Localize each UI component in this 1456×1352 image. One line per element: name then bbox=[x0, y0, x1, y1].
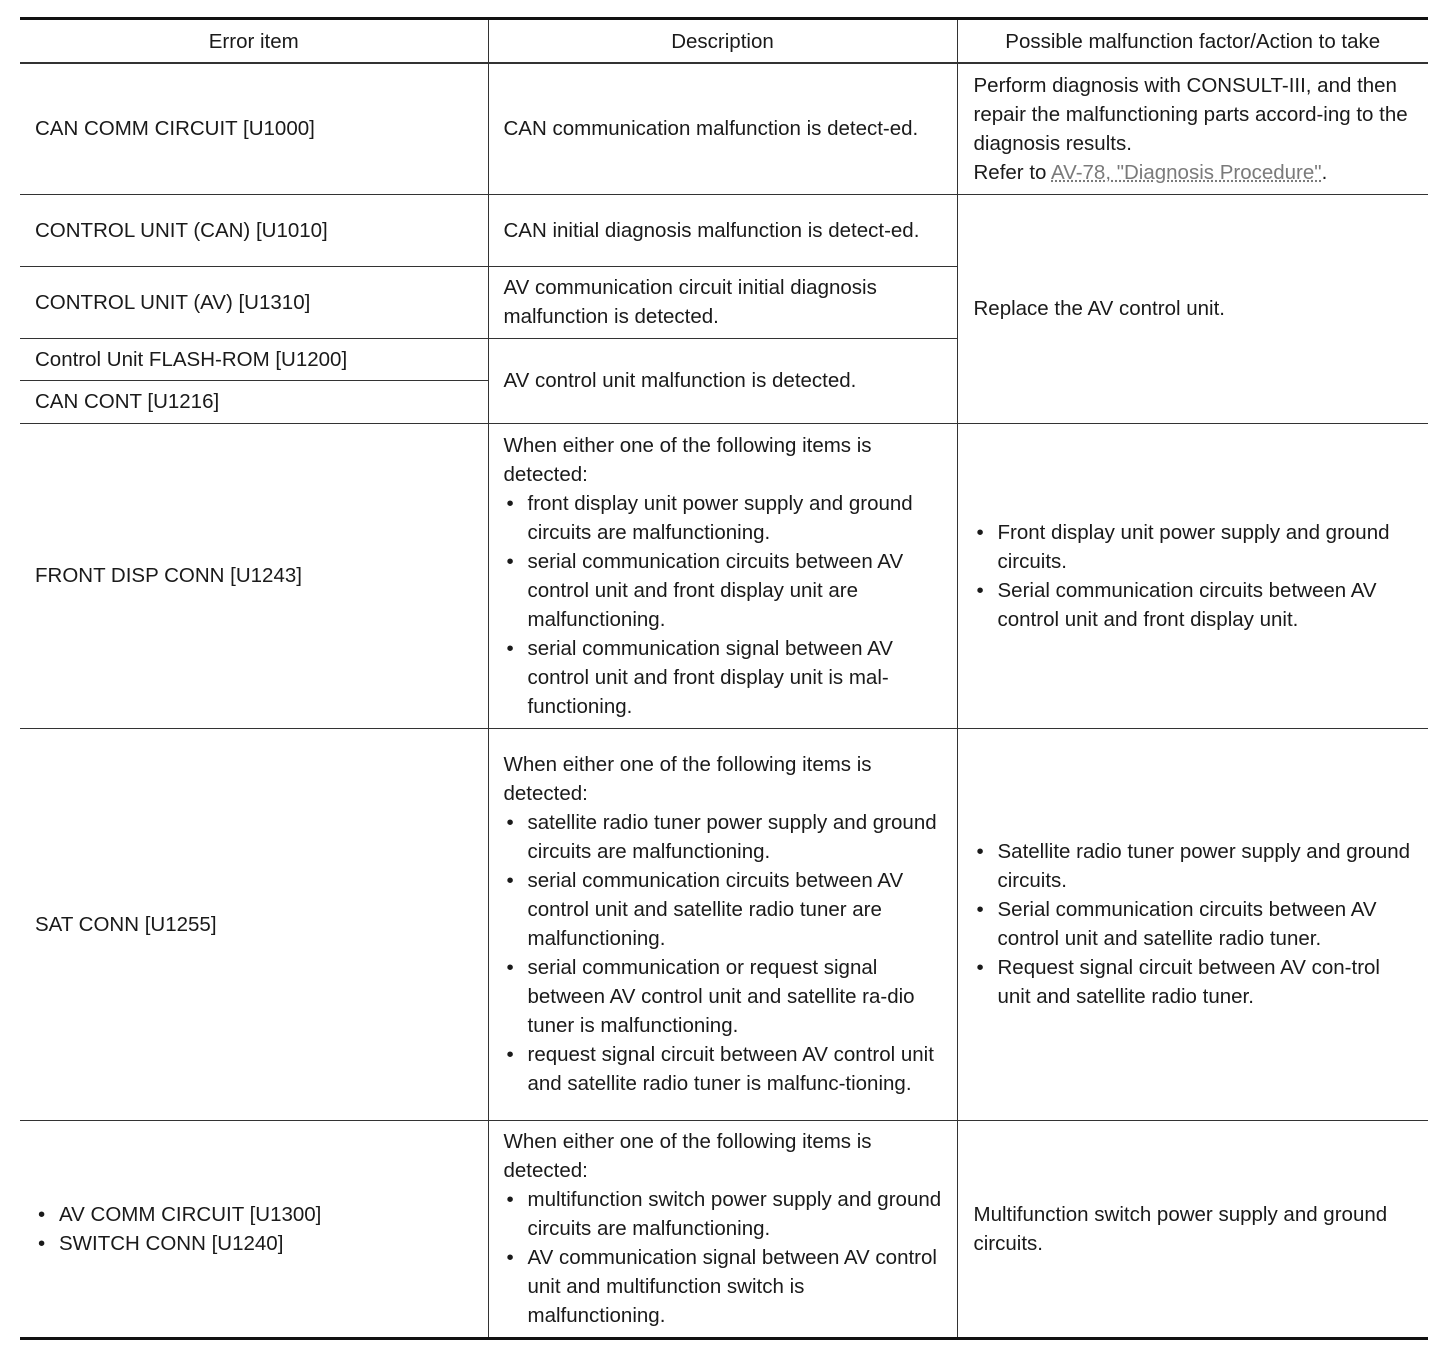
error-item-cell: Control Unit FLASH-ROM [U1200] bbox=[20, 338, 488, 380]
list-item: • Serial communication circuits between AV control unit and front display unit. bbox=[974, 576, 1419, 634]
error-item-cell: CONTROL UNIT (AV) [U1310] bbox=[20, 266, 488, 338]
description-cell bbox=[488, 423, 957, 728]
list-item: • front display unit power supply and ground circuits are malfunctioning. bbox=[504, 489, 947, 547]
list-item: • multifunction switch power supply and ground circuits are malfunctioning. bbox=[504, 1185, 947, 1243]
description-cell: AV communication circuit initial diagnosis malfunction is detected. bbox=[488, 266, 957, 338]
reference-suffix: . bbox=[1321, 160, 1328, 184]
action-text: Perform diagnosis with CONSULT-III, and then repair the malfunctioning parts accord-ing to the diagnosis results. bbox=[973, 73, 1408, 155]
header-error-item: Error item bbox=[20, 19, 488, 64]
description-list bbox=[504, 808, 947, 1098]
action-cell bbox=[957, 63, 1428, 194]
list-item: • request signal circuit between AV control unit and satellite radio tuner is malfunc-tioning. bbox=[504, 1040, 947, 1098]
error-table bbox=[20, 17, 1428, 1340]
list-item: • serial communication circuits between AV control unit and satellite radio tuner are malfunctioning. bbox=[504, 866, 947, 953]
error-item-cell: CAN COMM CIRCUIT [U1000] bbox=[20, 63, 488, 194]
description-cell: AV control unit malfunction is detected. bbox=[488, 338, 957, 423]
table-row bbox=[20, 63, 1428, 194]
diagnosis-procedure-link[interactable]: AV-78, "Diagnosis Procedure" bbox=[1051, 160, 1322, 184]
table-row bbox=[20, 728, 1428, 1120]
description-intro: When either one of the following items is detected: bbox=[503, 753, 872, 805]
list-item: • serial communication signal between AV control unit and front display unit is mal-functioning. bbox=[504, 634, 947, 721]
list-item: • AV COMM CIRCUIT [U1300] bbox=[35, 1200, 474, 1229]
list-item: • SWITCH CONN [U1240] bbox=[35, 1229, 474, 1258]
action-list bbox=[974, 837, 1419, 1011]
header-action: Possible malfunction factor/Action to take bbox=[957, 19, 1428, 64]
action-reference bbox=[974, 158, 1419, 187]
description-cell bbox=[488, 1120, 957, 1338]
description-intro: When either one of the following items is detected: bbox=[503, 1130, 872, 1182]
error-item-cell bbox=[20, 1120, 488, 1338]
list-item: • Front display unit power supply and ground circuits. bbox=[974, 518, 1419, 576]
list-item: • satellite radio tuner power supply and ground circuits are malfunctioning. bbox=[504, 808, 947, 866]
list-item: • Satellite radio tuner power supply and ground circuits. bbox=[974, 837, 1419, 895]
description-list bbox=[504, 1185, 947, 1330]
list-item: • Serial communication circuits between AV control unit and satellite radio tuner. bbox=[974, 895, 1419, 953]
list-item: • Request signal circuit between AV con-trol unit and satellite radio tuner. bbox=[974, 953, 1419, 1011]
list-item: • serial communication or request signal between AV control unit and satellite ra-dio tuner is malfunctioning. bbox=[504, 953, 947, 1040]
action-cell: Replace the AV control unit. bbox=[957, 194, 1428, 423]
table-row bbox=[20, 1120, 1428, 1338]
action-cell bbox=[957, 423, 1428, 728]
list-item: • serial communication circuits between AV control unit and front display unit are malfunctioning. bbox=[504, 547, 947, 634]
description-list bbox=[504, 489, 947, 721]
error-item-list bbox=[35, 1200, 474, 1258]
table-row bbox=[20, 423, 1428, 728]
error-item-cell: CAN CONT [U1216] bbox=[20, 380, 488, 423]
action-cell bbox=[957, 728, 1428, 1120]
error-item-cell: SAT CONN [U1255] bbox=[20, 728, 488, 1120]
action-cell: Multifunction switch power supply and ground circuits. bbox=[957, 1120, 1428, 1338]
error-item-cell: FRONT DISP CONN [U1243] bbox=[20, 423, 488, 728]
list-item: • AV communication signal between AV control unit and multifunction switch is malfunctioning. bbox=[504, 1243, 947, 1330]
header-description: Description bbox=[488, 19, 957, 64]
action-list bbox=[974, 518, 1419, 634]
description-cell bbox=[488, 728, 957, 1120]
description-cell: CAN initial diagnosis malfunction is detect-ed. bbox=[488, 194, 957, 266]
error-item-cell: CONTROL UNIT (CAN) [U1010] bbox=[20, 194, 488, 266]
header-row bbox=[20, 19, 1428, 64]
description-cell: CAN communication malfunction is detect-ed. bbox=[488, 63, 957, 194]
description-intro: When either one of the following items is detected: bbox=[503, 433, 872, 486]
table-row bbox=[20, 194, 1428, 266]
reference-prefix: Refer to bbox=[973, 160, 1047, 184]
